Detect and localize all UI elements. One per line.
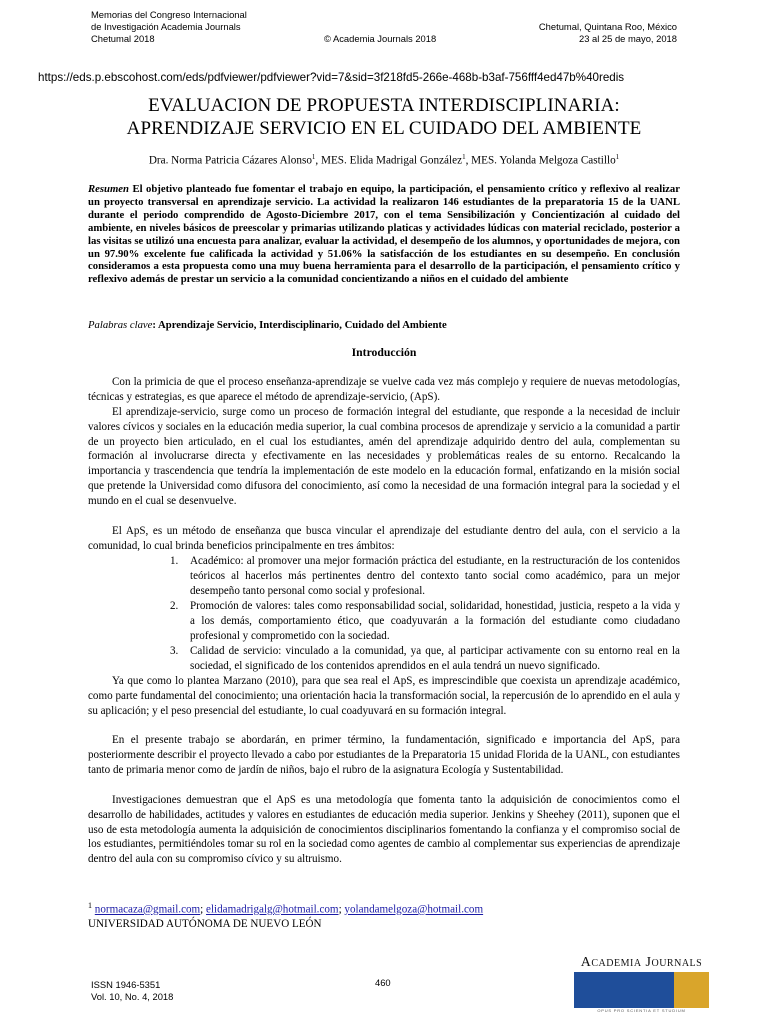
list-text-3: Calidad de servicio: vinculado a la comunidad, ya que, al participar activamente con su entorno real en la sociedad, el significado de los contenidos aprendidos en el aula tendrá un nuevo significado. xyxy=(190,645,680,672)
page-number: 460 xyxy=(375,977,391,988)
keywords-text: : Aprendizaje Servicio, Interdisciplinario, Cuidado del Ambiente xyxy=(152,319,447,331)
abstract xyxy=(88,183,680,286)
authors xyxy=(0,153,768,167)
academia-journals-logo xyxy=(574,955,709,1013)
abstract-text: El objetivo planteado fue fomentar el trabajo en equipo, la participación, el pensamiento crítico y reflexivo al realizar un proyecto transversal en aprendizaje servicio. La actividad la realizaron 146 estudiantes de la preparatoria 15 de la UANL durante el periodo comprendido de Agosto-Diciembre 2017, con el tema Sensibilización y Concientización al cuidado del ambiente, en niveles básicos de preescolar y primarias utilizando platicas y actividades lúdicas con material reciclado, posterior a las visitas se utilizó una encuesta para analizar, evaluar la actividad, el desempeño de los alumnos, y oportunidades de mejora, con un 97.90% excelente fue calificada la actividad y 51.06% la satisfacción de los estudiantes en su desempeño. En conclusión consideramos a esta propuesta como una muy buena herramienta para el desarrollo de la participación, el pensamiento crítico y reflexivo además de prestar un servicio a la comunidad concientizando a niños en el cuidado del ambiente xyxy=(88,183,680,286)
paragraph-3: El ApS, es un método de enseñanza que busca vincular el aprendizaje del estudiante dentro del aula, con el servicio a la comunidad, lo cual brinda beneficios principalmente en tres ámbitos: xyxy=(88,525,680,552)
footer-left xyxy=(91,979,173,1003)
abstract-label: Resumen xyxy=(88,183,129,195)
header-center: © Academia Journals 2018 xyxy=(324,33,437,44)
author-3: , MES. Yolanda Melgoza Castillo xyxy=(465,154,616,167)
footer-issn: ISSN 1946-5351 xyxy=(91,979,161,990)
author-2-mark: 1 xyxy=(462,153,466,161)
list-number-1: 1. xyxy=(170,555,179,567)
footnote-university: UNIVERSIDAD AUTÓNOMA DE NUEVO LEÓN xyxy=(88,917,322,930)
list-number-3: 3. xyxy=(170,645,179,657)
paper-title xyxy=(0,94,768,140)
paragraph-5: En el presente trabajo se abordarán, en primer término, la fundamentación, significado e importancia del ApS, para posteriormente describir el proyecto llevado a cabo por estudiantes de la Preparatoria 15 unidad Florida de la UANL, con estudiantes tanto de primaria menor como de jardín de niños, bajo el rubro de la asignatura Ecología y Sustentabilidad. xyxy=(88,734,680,776)
author-1-mark: 1 xyxy=(311,153,316,161)
paragraph-1: Con la primicia de que el proceso enseñanza-aprendizaje se vuelve cada vez más complejo y requiere de nuevas metodologías, técnicas y estrategias, es que aparece el método de aprendizaje-servicio, (ApS). xyxy=(88,376,680,403)
paragraph-2: El aprendizaje-servicio, surge como un proceso de formación integral del estudiante, que responde a la necesidad de incluir valores cívicos y sociales en la educación media superior, la cual combina procesos de aprendizaje y servicio a la comunidad a partir de un proyecto bien articulado, en el cual los estudiantes, amén del aprendizaje adquirido dentro del aula, complementan su formación al involucrarse directa y efectivamente en las necesidades y problemáticas reales de su entorno. Recalcando la importancia y trascendencia que tendría la implementación de este modelo en la educación formal, enfatizando en la misión social que pretende la Universidad como difusora del conocimiento, así como la necesidad de una formación integral para la sociedad y el mundo en el cual se desenvuelve. xyxy=(88,406,680,507)
header-left-line-1: Memorias del Congreso Internacional xyxy=(91,9,247,20)
author-3-mark: 1 xyxy=(615,153,620,161)
section-heading-introduccion: Introducción xyxy=(351,346,417,359)
logo-tagline: OPUS PRO SCIENTIA ET STUDIUM xyxy=(597,1008,686,1013)
source-url[interactable]: https://eds.p.ebscohost.com/eds/pdfviewer/pdfviewer?vid=7&sid=3f218fd5-266e-468b-b3af-756fff4ed47b%40redis xyxy=(38,71,625,84)
header-left-line-3: Chetumal 2018 xyxy=(91,33,155,44)
email-link-1[interactable]: normacaza@gmail.com xyxy=(94,903,201,916)
paragraph-6: Investigaciones demuestran que el ApS es una metodología que fomenta tanto la adquisición de conocimientos como el desarrollo de habilidades, actitudes y valores en estudiantes de educación media superior. Jenkins y Sheehey (2011), suponen que el uso de esta metodología aumenta la adquisición de conocimientos disciplinarios fomentando la confianza y el compromiso social de los estudiantes, permitiéndoles tomar su rol en la sociedad como agentes de cambio al complementar sus experiencias de aprendizaje dentro del aula con su compromiso cívico y su altruismo. xyxy=(88,794,680,866)
header-right-line-1: Chetumal, Quintana Roo, México xyxy=(538,21,677,32)
keywords-label: Palabras clave xyxy=(88,319,153,331)
footer-volume: Vol. 10, No. 4, 2018 xyxy=(91,991,174,1002)
title-line-1: EVALUACION DE PROPUESTA INTERDISCIPLINARIA: xyxy=(148,95,620,116)
list-number-2: 2. xyxy=(170,600,179,612)
logo-gold-block xyxy=(674,972,709,1008)
logo-wordmark: Academia Journals xyxy=(580,955,703,970)
header-left-line-2: de Investigación Academia Journals xyxy=(91,21,241,32)
footnote-emails xyxy=(88,899,483,917)
header-right-line-2: 23 al 25 de mayo, 2018 xyxy=(579,33,677,44)
header-left xyxy=(91,9,247,45)
paragraph-4: Ya que como lo plantea Marzano (2010), para que sea real el ApS, es imprescindible que coexista un aprendizaje académico, como parte fundamental del conocimiento; una orientación hacia la transformación social, la repercusión de lo aprendido en el aula y su aplicación; y el peso presencial del estudiante, lo cual coadyuvará en su formación integral. xyxy=(88,675,680,717)
footnote-mark: 1 xyxy=(88,901,92,910)
footnote xyxy=(88,899,483,931)
logo-blue-block xyxy=(574,972,674,1008)
author-1: Dra. Norma Patricia Cázares Alonso xyxy=(148,154,312,167)
list-text-2: Promoción de valores: tales como responsabilidad social, solidaridad, honestidad, justicia, respeto a la vida y a los demás, comportamiento ético, que coadyuvarán a la formación del estudiante como ciudadano profesional y comprometido con la sociedad. xyxy=(190,600,680,642)
header-right xyxy=(480,21,677,45)
title-line-2: APRENDIZAJE SERVICIO EN EL CUIDADO DEL AMBIENTE xyxy=(126,118,642,139)
keywords xyxy=(88,319,447,331)
author-2: , MES. Elida Madrigal González xyxy=(315,154,463,167)
email-sep-2: ; xyxy=(338,903,345,916)
email-sep-1: ; xyxy=(200,903,207,916)
list-text-1: Académico: al promover una mejor formación práctica del estudiante, en la restructuración de los contenidos teóricos al hacerlos más pertinentes dentro del contexto tanto social como académico, para un mejor desempeño tanto personal como social y profesional. xyxy=(190,555,680,597)
email-link-2[interactable]: elidamadrigalg@hotmail.com xyxy=(206,903,339,916)
email-link-3[interactable]: yolandamelgoza@hotmail.com xyxy=(344,903,484,916)
